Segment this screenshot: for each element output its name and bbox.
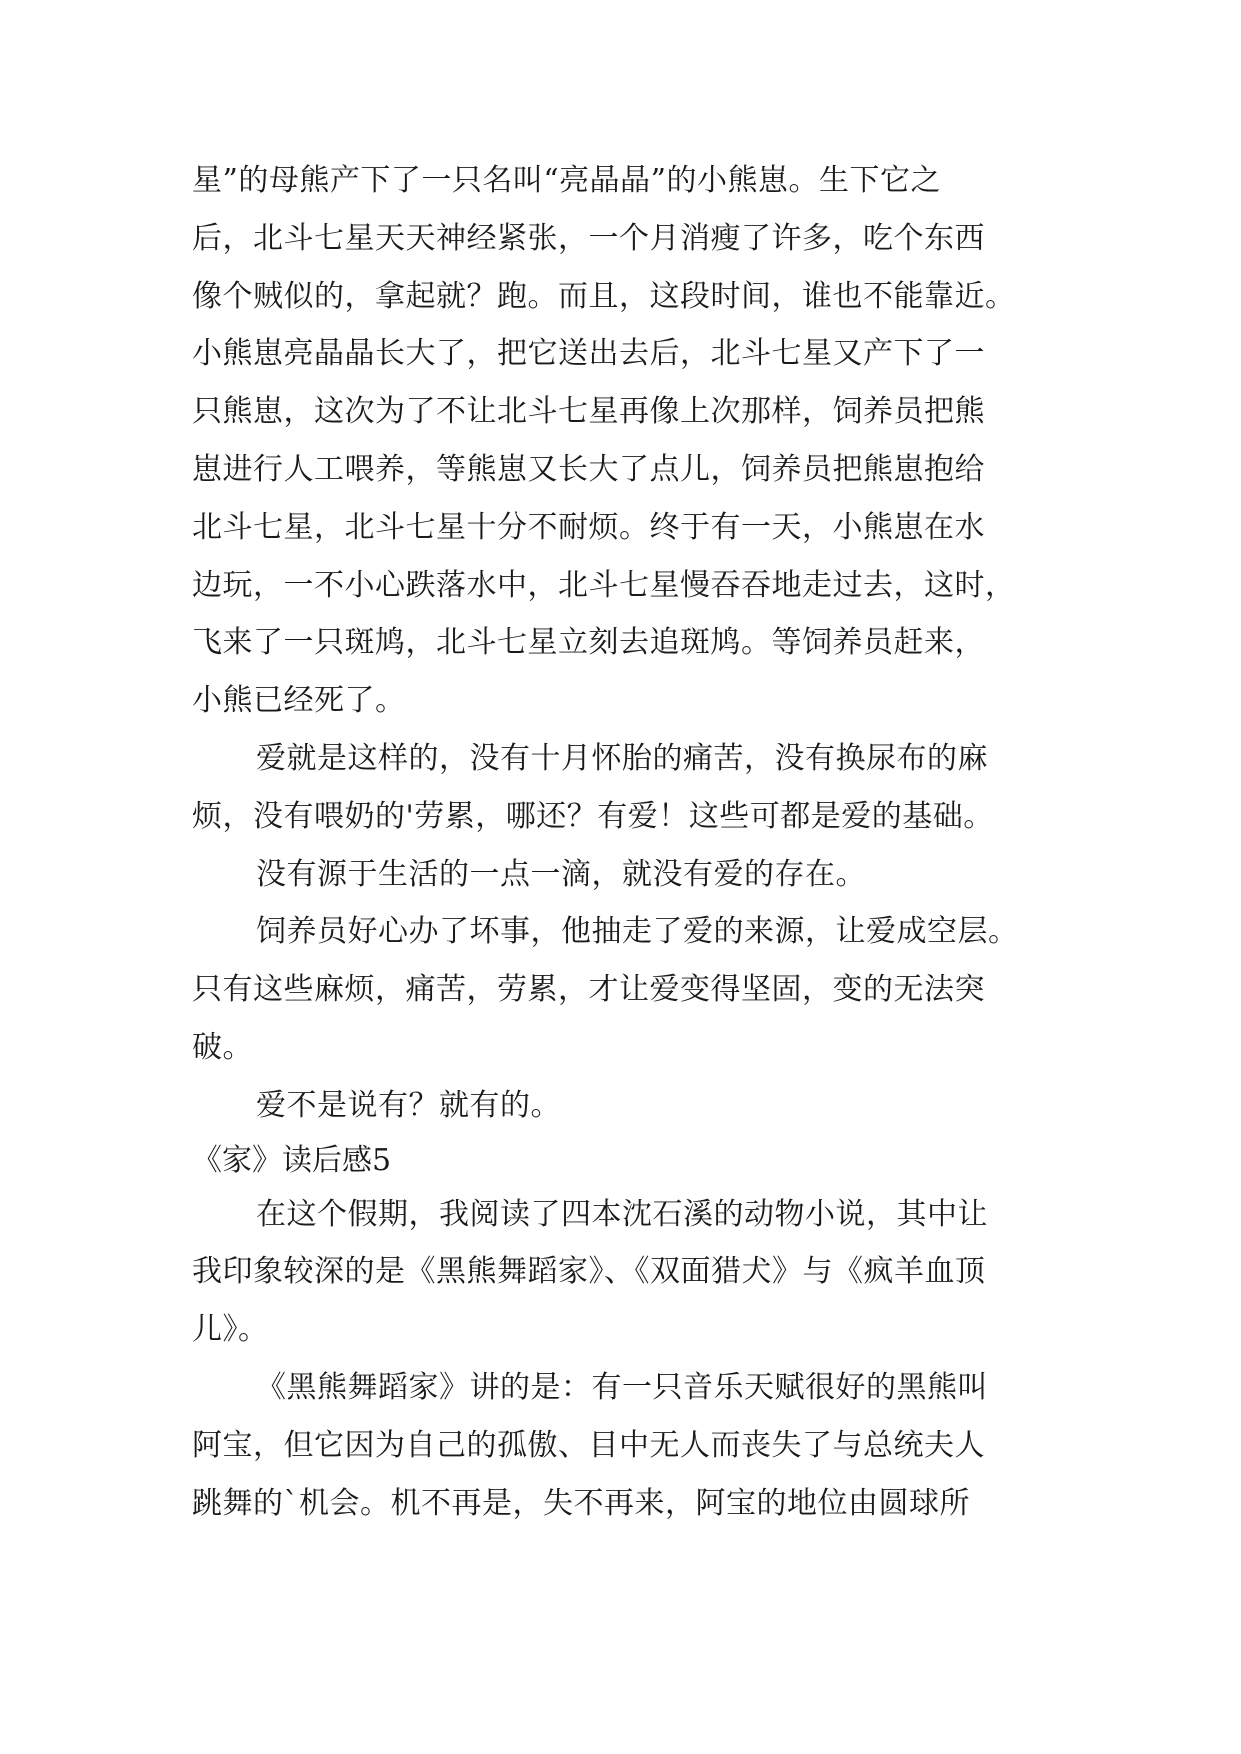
text-line: 爱不是说有？就有的。 xyxy=(256,1087,561,1123)
text-line: 我印象较深的是《黑熊舞蹈家》、《双面猎犬》与《疯羊血顶 xyxy=(192,1254,986,1290)
text-line: 破。 xyxy=(192,1029,253,1065)
text-line: 小熊崽亮晶晶长大了，把它送出去后，北斗七星又产下了一 xyxy=(192,336,985,372)
text-line: 在这个假期，我阅读了四本沈石溪的动物小说，其中让 xyxy=(256,1196,988,1232)
document-page xyxy=(192,152,1062,1532)
text-line: 只熊崽，这次为了不让北斗七星再像上次那样，饲养员把熊 xyxy=(192,394,985,430)
text-line: 崽进行人工喂养，等熊崽又长大了点儿，饲养员把熊崽抱给 xyxy=(192,451,985,487)
section-heading: 《家》读后感5 xyxy=(192,1142,392,1178)
paragraph-keeper xyxy=(192,903,1062,1076)
text-line: 饲养员好心办了坏事，他抽走了爱的来源，让爱成空层。 xyxy=(256,914,1019,950)
text-line: 阿宝，但它因为自己的孤傲、目中无人而丧失了与总统夫人 xyxy=(192,1427,985,1463)
text-line: 北斗七星，北斗七星十分不耐烦。终于有一天，小熊崽在水 xyxy=(192,509,985,545)
text-line: 星”的母熊产下了一只名叫“亮晶晶”的小熊崽。生下它之 xyxy=(192,163,942,198)
text-line: 爱就是这样的，没有十月怀胎的痛苦，没有换尿布的麻 xyxy=(256,740,988,776)
paragraph-holiday-reading xyxy=(192,1186,1062,1359)
text-line: 跳舞的`机会。机不再是，失不再来，阿宝的地位由圆球所 xyxy=(192,1485,970,1521)
paragraph-no-source xyxy=(192,846,1062,904)
text-line: 没有源于生活的一点一滴，就没有爱的存在。 xyxy=(256,856,866,892)
text-line: 《黑熊舞蹈家》讲的是：有一只音乐天赋很好的黑熊叫 xyxy=(256,1369,988,1405)
text-line: 儿》。 xyxy=(192,1312,269,1348)
paragraph-bear-story xyxy=(192,152,1062,730)
text-line: 后，北斗七星天天神经紧张，一个月消瘦了许多，吃个东西 xyxy=(192,220,985,256)
paragraph-black-bear-dancer xyxy=(192,1359,1062,1532)
text-line: 边玩，一不小心跌落水中，北斗七星慢吞吞地走过去，这时， xyxy=(192,567,1016,603)
text-line: 烦，没有喂奶的'劳累，哪还？有爱！这些可都是爱的基础。 xyxy=(192,798,994,834)
text-line: 飞来了一只斑鸠，北斗七星立刻去追斑鸠。等饲养员赶来， xyxy=(192,625,985,661)
paragraph-love-not-said xyxy=(192,1077,1062,1135)
text-line: 小熊已经死了。 xyxy=(192,683,406,719)
paragraph-love-is xyxy=(192,730,1062,846)
text-line: 像个贼似的，拿起就？跑。而且，这段时间，谁也不能靠近。 xyxy=(192,278,1016,314)
text-line: 只有这些麻烦，痛苦，劳累，才让爱变得坚固，变的无法突 xyxy=(192,972,985,1008)
